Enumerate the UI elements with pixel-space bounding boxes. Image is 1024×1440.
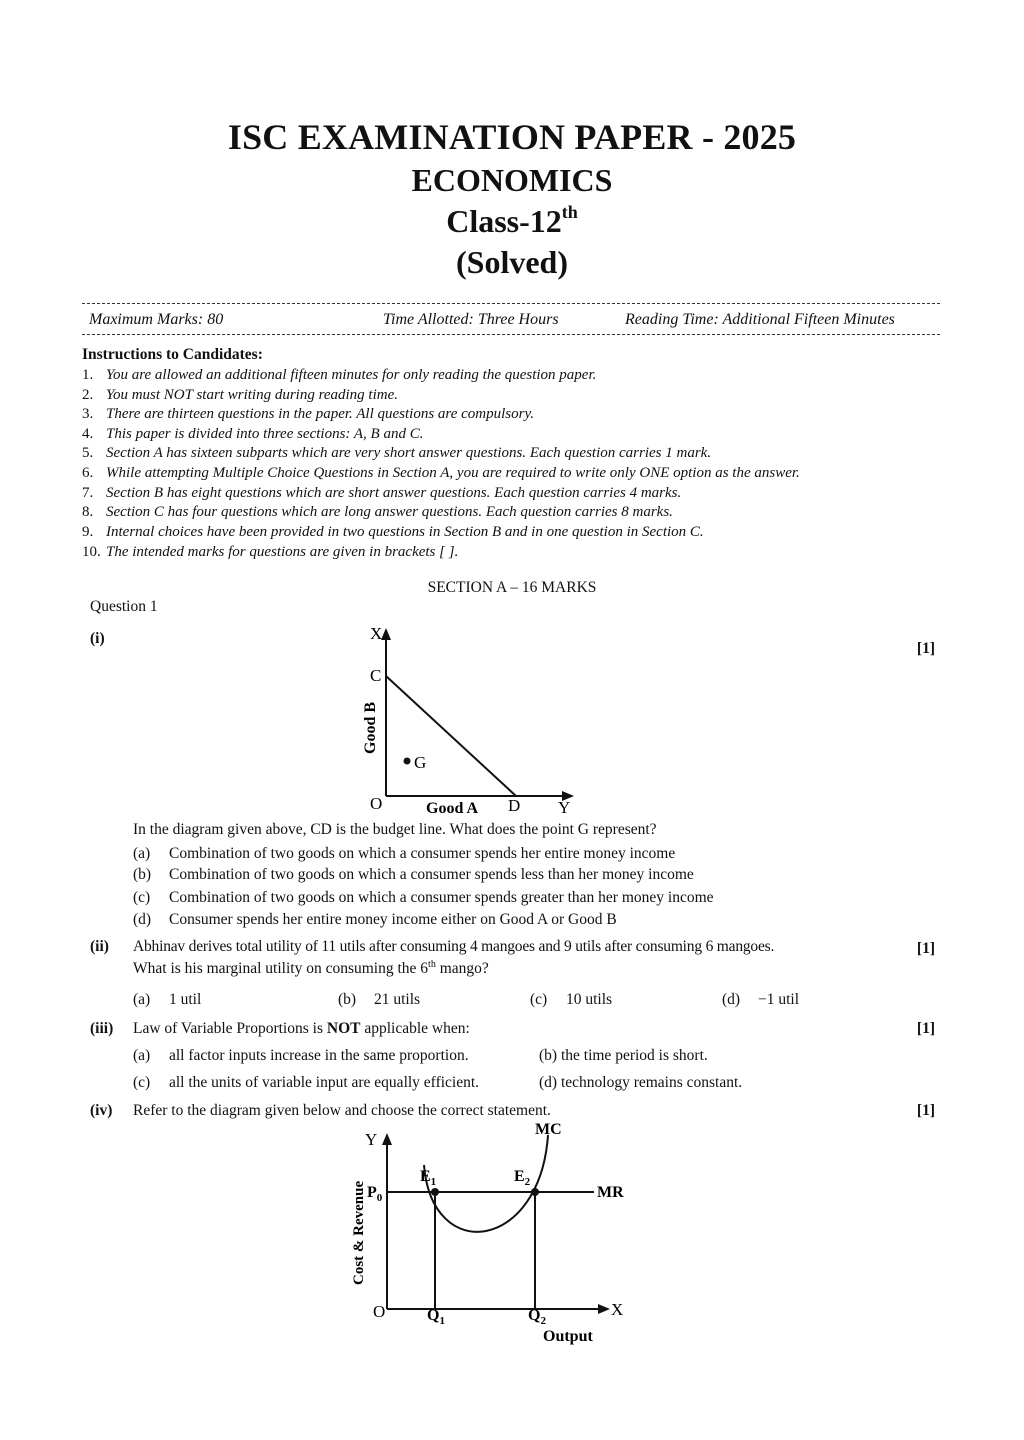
point-e2 — [531, 1188, 539, 1196]
mc-mr-diagram — [340, 1115, 640, 1347]
point-g — [404, 758, 411, 765]
instruction-item: 6. While attempting Multiple Choice Questions in Section A, you are required to write only ONE option as the answer. — [82, 465, 800, 481]
q3-text: Law of Variable Proportions is NOT applicable when: — [133, 1020, 470, 1037]
q1-option-d: (d) Consumer spends her entire money income either on Good A or Good B — [133, 911, 617, 928]
label-g: G — [414, 753, 427, 772]
q3-number: (iii) — [90, 1020, 114, 1037]
label-good-a: Good A — [426, 800, 479, 817]
q3-option-b: (b) the time period is short. — [539, 1047, 708, 1064]
label-x-axis: X — [370, 624, 383, 643]
q3-marks: [1] — [916, 1020, 935, 1037]
q1-option-a: (a) Combination of two goods on which a consumer spends her entire money income — [133, 845, 676, 862]
paper-title: ISC EXAMINATION PAPER - 2025 — [227, 117, 797, 157]
budget-line-diagram — [350, 620, 590, 820]
label-q2: $Q_2$ — [528, 1307, 546, 1327]
label-good-b: Good B — [362, 701, 379, 754]
q3-option-c: (c) all the units of variable input are equally efficient. — [133, 1074, 480, 1091]
instruction-item: 8. Section C has four questions which are long answer questions. Each question carries 8 marks. — [82, 504, 673, 520]
label-origin: O — [370, 794, 383, 813]
label-cost-revenue: Cost & Revenue — [351, 1180, 367, 1285]
class-superscript: th — [561, 202, 578, 222]
instruction-item: 10. The intended marks for questions are given in brackets [ ]. — [82, 544, 459, 560]
label-d: D — [508, 796, 521, 815]
label-origin: O — [373, 1302, 386, 1321]
q3-option-d: (d) technology remains constant. — [539, 1074, 743, 1091]
instruction-item: 3. There are thirteen questions in the paper. All questions are compulsory. — [82, 406, 535, 422]
label-y-axis: Y — [365, 1130, 378, 1149]
q2-option-b: (b) 21 utils — [338, 991, 421, 1008]
instruction-item: 7. Section B has eight questions which are short answer questions. Each question carries 4 marks. — [82, 485, 682, 501]
q1-option-b: (b) Combination of two goods on which a consumer spends less than her money income — [133, 866, 694, 883]
arrow-up-icon — [382, 1133, 392, 1145]
label-q1: $Q_1$ — [427, 1307, 445, 1327]
instructions-heading: Instructions to Candidates: — [82, 346, 263, 363]
q2-text-line1: Abhinav derives total utility of 11 utils after consuming 4 mangoes and 9 utils after consuming 6 mangoes. — [133, 938, 775, 955]
label-mc: MC — [535, 1121, 562, 1138]
label-output: Output — [543, 1328, 593, 1345]
arrow-right-icon — [598, 1304, 610, 1314]
q4-number: (iv) — [90, 1102, 113, 1119]
max-marks: Maximum Marks: 80 — [89, 311, 224, 328]
divider-top — [82, 303, 940, 304]
q2-number: (ii) — [90, 938, 109, 955]
instruction-item: 4. This paper is divided into three sections: A, B and C. — [82, 426, 424, 442]
q2-marks: [1] — [916, 940, 935, 957]
label-e2: $E_2$ — [514, 1168, 531, 1188]
subject-title: ECONOMICS — [411, 162, 613, 198]
label-x-axis: X — [611, 1300, 624, 1319]
q4-text: Refer to the diagram given below and choose the correct statement. — [133, 1102, 551, 1119]
instruction-item: 1. You are allowed an additional fifteen minutes for only reading the question paper. — [82, 367, 597, 383]
q1-text: In the diagram given above, CD is the budget line. What does the point G represent? — [133, 821, 657, 838]
instruction-item: 2. You must NOT start writing during reading time. — [82, 387, 399, 403]
q2-text-line2: What is his marginal utility on consuming the 6th mango? — [133, 959, 489, 978]
q1-option-c: (c) Combination of two goods on which a consumer spends greater than her money income — [133, 889, 714, 906]
class-title: Class-12th — [446, 202, 578, 239]
q4-marks: [1] — [916, 1102, 935, 1119]
label-mr: MR — [597, 1184, 624, 1201]
point-e1 — [431, 1188, 439, 1196]
q2-option-d: (d) −1 util — [722, 991, 800, 1008]
divider-bottom — [82, 334, 940, 335]
arrow-up-icon — [381, 628, 391, 640]
reading-time: Reading Time: Additional Fifteen Minutes — [625, 311, 895, 328]
label-y-axis: Y — [558, 798, 571, 817]
q1-marks: [1] — [916, 640, 935, 657]
q2-option-a: (a) 1 util — [133, 991, 202, 1008]
section-a-title: SECTION A – 16 MARKS — [427, 579, 597, 596]
label-c: C — [370, 666, 382, 685]
instruction-item: 5. Section A has sixteen subparts which are very short answer questions. Each question carries 1 mark. — [82, 445, 712, 461]
label-p0: $P_0$ — [367, 1184, 383, 1204]
time-allotted: Time Allotted: Three Hours — [383, 311, 559, 328]
instruction-item: 9. Internal choices have been provided in two questions in Section B and in one question in Section C. — [82, 524, 704, 540]
label-e1: $E_1$ — [420, 1168, 437, 1188]
q2-option-c: (c) 10 utils — [530, 991, 613, 1008]
question-label: Question 1 — [90, 598, 158, 615]
q3-option-a: (a) all factor inputs increase in the same proportion. — [133, 1047, 469, 1064]
budget-line-cd — [386, 676, 516, 796]
q1-number: (i) — [90, 630, 105, 647]
solved-title: (Solved) — [456, 244, 568, 280]
